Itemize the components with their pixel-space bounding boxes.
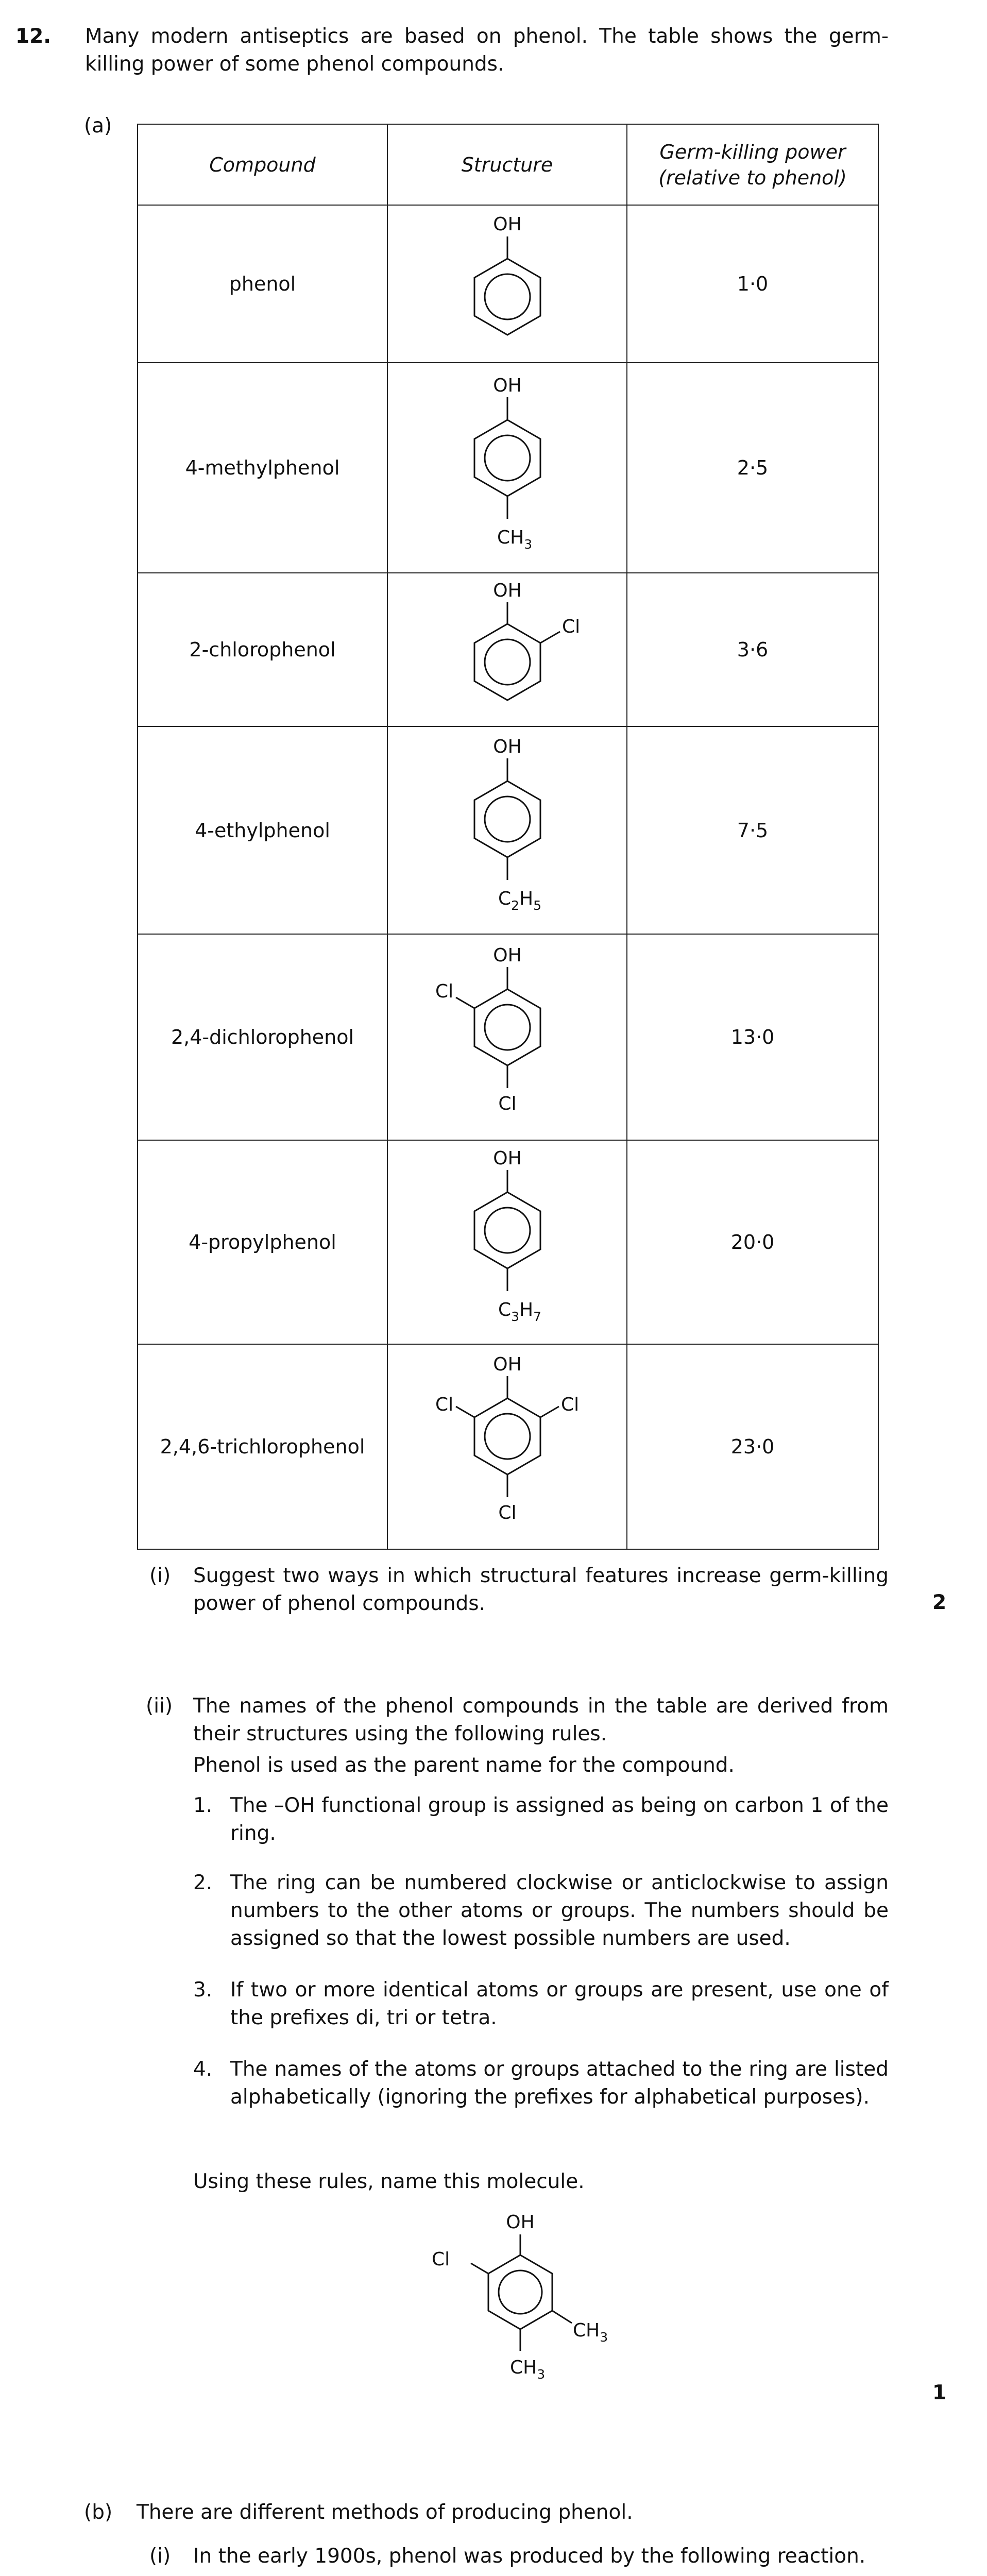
table-row [138,573,878,726]
structure-cell [387,573,627,726]
part-a-label: (a) [84,114,112,138]
part-b-i-text: In the early 1900s, phenol was produced by the following reaction. [193,2545,866,2568]
marks-a-i: 2 [932,1591,947,1614]
chlorophenol-structure [388,573,627,721]
compound-name: 4-methylphenol [138,363,387,573]
compound-name: 4-propylphenol [138,1140,387,1344]
table-row [138,1140,878,1344]
svg-text:OH: OH [493,945,522,966]
germ-killing-table [137,124,879,1550]
question-intro: Many modern antiseptics are based on phenol. The table shows the germ-killing power of some phenol compounds. [85,25,889,76]
header-structure: Structure [387,124,627,205]
svg-text:CH3: $CH_3$ [497,527,533,552]
compound-name: 2,4,6-trichlorophenol [138,1344,387,1549]
svg-text:OH: OH [493,1148,522,1169]
question-number: 12. [15,25,52,48]
part-a-i-label: (i) [149,1564,171,1587]
unknown-molecule-structure [402,2208,639,2403]
compound-name: 2-chlorophenol [138,573,387,726]
svg-text:OH: OH [493,214,522,235]
structure-cell [387,1344,627,1549]
power-value: 1·0 [627,205,878,363]
parent-name-text: Phenol is used as the parent name for the compound. [193,1754,735,1777]
marks-a-ii: 1 [932,2381,947,2404]
structure-cell [387,726,627,934]
table-row [138,363,878,573]
ethylphenol-structure [388,727,627,929]
compound-name: phenol [138,205,387,363]
power-value: 2·5 [627,363,878,573]
header-compound: Compound [138,124,387,205]
compound-name: 2,4-dichlorophenol [138,934,387,1140]
compound-name: 4-ethylphenol [138,726,387,934]
svg-text:Cl: Cl [561,1394,580,1415]
power-value: 20·0 [627,1140,878,1344]
svg-text:Cl: Cl [435,981,454,1002]
part-b-label: (b) [84,2501,113,2524]
svg-text:OH: OH [493,736,522,757]
methylphenol-structure [388,363,627,568]
svg-text:C2H5: $C_2H_5$ [498,888,542,913]
structure-cell [387,934,627,1140]
naming-prompt: Using these rules, name this molecule. [193,2170,585,2193]
svg-text:OH: OH [493,1354,522,1375]
power-value: 13·0 [627,934,878,1140]
rule-2: 2. The ring can be numbered clockwise or anticlockwise to assign numbers to the other atoms or groups. The numbers should be assigned so that the lowest possible numbers are used. [193,1871,889,1950]
svg-text:Cl: Cl [498,1093,517,1114]
phenol-structure [388,206,627,358]
table-row [138,934,878,1140]
svg-text:CH3: $CH_3$ [573,2320,608,2345]
trichlorophenol-structure [388,1345,627,1544]
dichlorophenol-structure [388,935,627,1135]
table-row [138,726,878,934]
part-a-ii-label: (ii) [146,1694,173,1718]
power-value: 3·6 [627,573,878,726]
propylphenol-structure [388,1141,627,1339]
svg-text:Cl: Cl [432,2249,450,2270]
part-b-i-label: (i) [149,2545,171,2568]
power-value: 7·5 [627,726,878,934]
rule-1: 1. The –OH functional group is assigned as being on carbon 1 of the ring. [193,1794,889,1845]
rule-4: 4. The names of the atoms or groups attached to the ring are listed alphabetically (ignoring the prefixes for alphabetical purposes). [193,2058,889,2109]
table-row [138,1344,878,1549]
table-header-row [138,124,878,205]
part-a-i-text: Suggest two ways in which structural features increase germ-killing power of phenol compounds. [193,1564,889,1615]
svg-text:C3H7: $C_3H_7$ [498,1299,542,1324]
table-row [138,205,878,363]
svg-text:CH3: $CH_3$ [510,2357,546,2382]
svg-text:Cl: Cl [498,1502,517,1523]
structure-cell [387,1140,627,1344]
structure-cell [387,205,627,363]
header-power: Germ-killing power (relative to phenol) [627,124,878,205]
svg-text:Cl: Cl [435,1394,454,1415]
part-a-ii-text: The names of the phenol compounds in the table are derived from their structures using the following rules. [193,1694,889,1745]
structure-cell [387,363,627,573]
svg-text:OH: OH [506,2212,535,2233]
rule-3: 3. If two or more identical atoms or groups are present, use one of the prefixes di, tri or tetra. [193,1978,889,2029]
svg-text:OH: OH [493,375,522,396]
power-value: 23·0 [627,1344,878,1549]
svg-text:Cl: Cl [562,616,581,637]
svg-text:OH: OH [493,580,522,601]
part-b-intro: There are different methods of producing phenol. [137,2501,633,2524]
